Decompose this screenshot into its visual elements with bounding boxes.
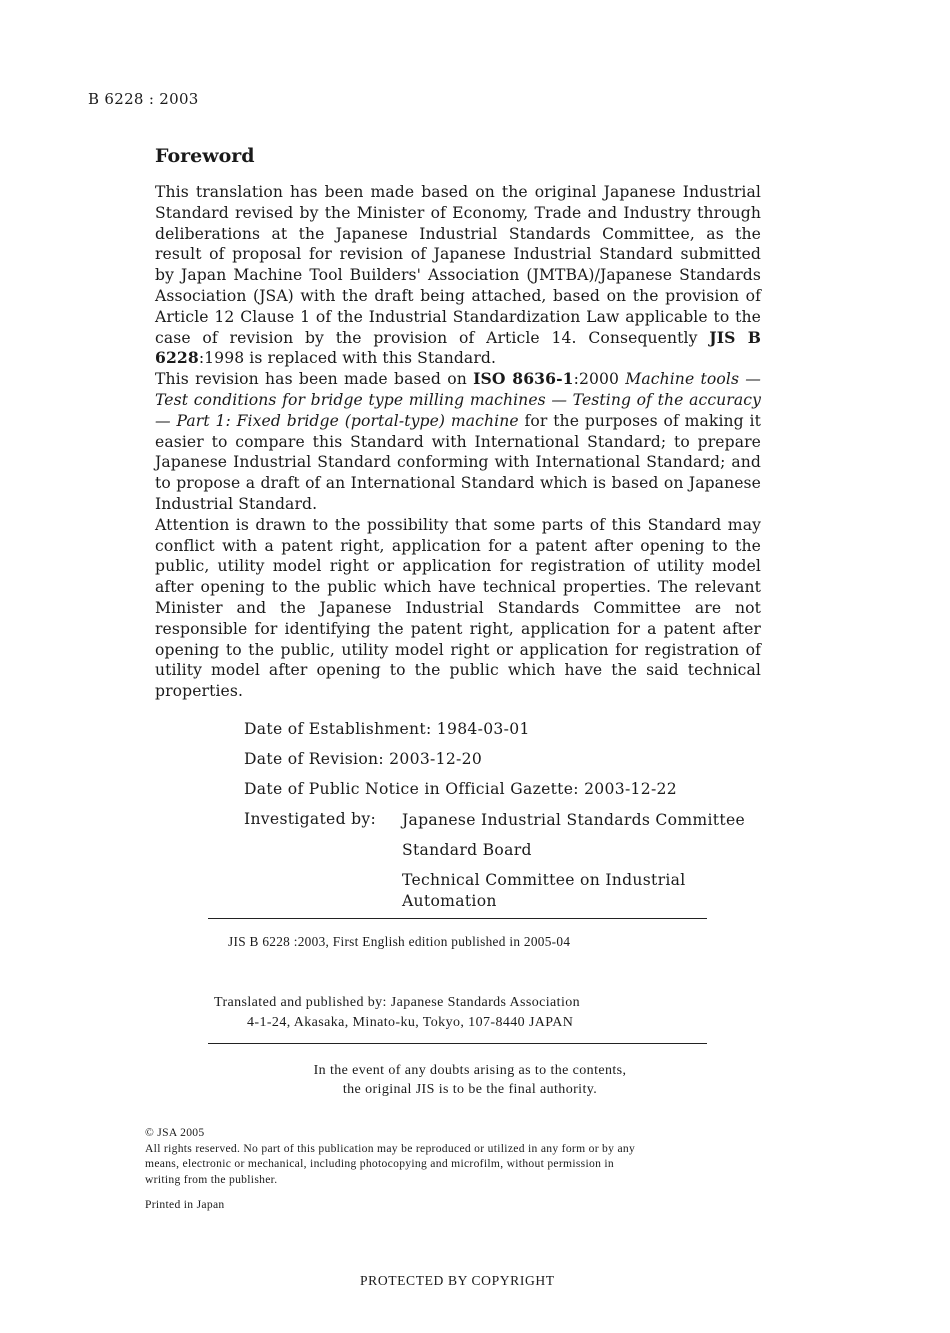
- publisher-line: Translated and published by: Japanese Standards Association: [214, 995, 581, 1010]
- edition-notice: JIS B 6228 :2003, First English edition published in 2005-04: [228, 934, 571, 949]
- technical-committee-line-1: Technical Committee on Industrial: [402, 871, 686, 889]
- publisher-block: [214, 993, 580, 1033]
- foreword-paragraph-3: Attention is drawn to the possibility that some parts of this Standard may conflict with a patent right, application for a patent after opening to the public, utility model right or application for registration of utility model after opening to the public which have technical properties. The relevant Minister and the Japanese Industrial Standards Committee are not responsible for identifying the patent right, application for a patent after opening to the public, utility model right or application for registration of utility model after opening to the public which have the said technical properties.: [155, 515, 761, 701]
- paragraph-2-text-a: This revision has been made based on: [155, 370, 474, 389]
- investigated-by-committee: Japanese Industrial Standards Committee: [402, 811, 745, 829]
- investigated-by-board: Standard Board: [402, 841, 532, 859]
- divider-top: [208, 918, 707, 919]
- copyright-notice: [145, 1125, 775, 1187]
- foreword-body: [155, 182, 761, 702]
- authority-disclaimer: [200, 1061, 740, 1099]
- iso-standard-title: Machine tools — Test conditions for bridge type milling machines — Testing of the accuracy — Part 1: Fixed bridge (portal-type) machine: [155, 370, 761, 430]
- iso-standard-ref: ISO 8636-1: [473, 369, 574, 389]
- foreword-heading: Foreword: [155, 145, 255, 167]
- paragraph-2-text-c: for the purposes of making it easier to compare this Standard with International Standard; to prepare Japanese Industrial Standard conforming with International Standard; and to propose a draft of an International Standard which is based on Japanese Industrial Standard.: [155, 411, 761, 513]
- paragraph-2-text-b: :2000: [573, 370, 626, 389]
- disclaimer-line-2: the original JIS is to be the final authority.: [342, 1082, 598, 1097]
- disclaimer-line-1: In the event of any doubts arising as to the contents,: [313, 1063, 627, 1078]
- investigated-by-technical-committee: [402, 870, 686, 911]
- copyright-holder: © JSA 2005: [145, 1126, 205, 1139]
- foreword-paragraph-2: [155, 369, 761, 515]
- divider-bottom: [208, 1043, 707, 1044]
- date-of-establishment: Date of Establishment: 1984-03-01: [244, 720, 530, 738]
- document-number: B 6228 : 2003: [88, 90, 199, 108]
- rights-line-1: All rights reserved. No part of this publication may be reproduced or utilized in any form or by any: [145, 1141, 636, 1155]
- protected-by-copyright-footer: PROTECTED BY COPYRIGHT: [360, 1273, 555, 1288]
- publisher-address: 4-1-24, Akasaka, Minato-ku, Tokyo, 107-8440 JAPAN: [247, 1015, 574, 1030]
- technical-committee-line-2: Automation: [402, 891, 497, 910]
- rights-line-2: means, electronic or mechanical, including photocopying and microfilm, without permission in: [145, 1157, 615, 1171]
- date-of-public-notice: Date of Public Notice in Official Gazette: 2003-12-22: [244, 780, 677, 798]
- printed-in: Printed in Japan: [145, 1198, 225, 1211]
- date-of-revision: Date of Revision: 2003-12-20: [244, 750, 483, 768]
- investigated-by-label: Investigated by:: [244, 810, 377, 828]
- rights-line-3: writing from the publisher.: [145, 1172, 278, 1186]
- foreword-paragraph-1: [155, 182, 761, 369]
- replaced-standard-ref: JIS B 6228: [155, 327, 762, 368]
- paragraph-1-text-b: :1998 is replaced with this Standard.: [198, 349, 497, 368]
- paragraph-1-text-a: This translation has been made based on the original Japanese Industrial Standard revised by the Minister of Economy, Trade and Industry through deliberations at the Japanese Industrial Standards Committee, as the result of proposal for revision of Japanese Industrial Standard submitted by Japan Machine Tool Builders' Association (JMTBA)/Japanese Standards Association (JSA) with the draft being attached, based on the provision of Article 12 Clause 1 of the Industrial Standardization Law applicable to the case of revision by the provision of Article 14. Consequently: [155, 183, 761, 347]
